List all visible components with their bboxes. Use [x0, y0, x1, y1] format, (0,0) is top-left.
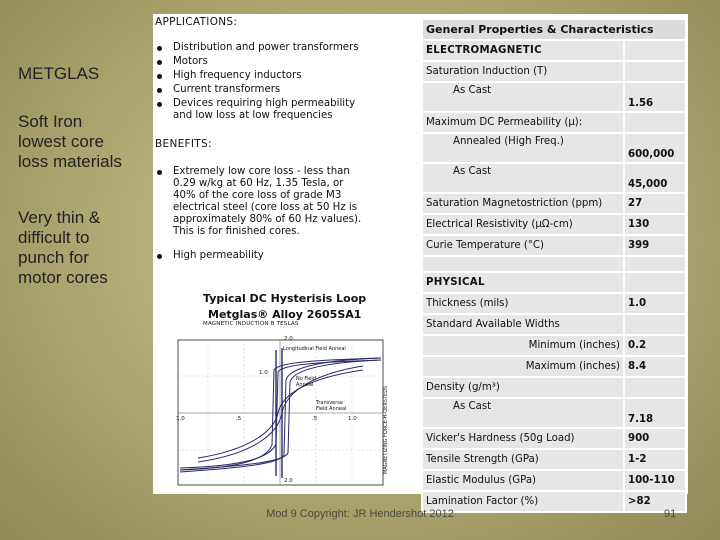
table-row — [422, 256, 686, 272]
table-row: Standard Available Widths — [422, 314, 686, 335]
datasheet-image — [153, 14, 688, 507]
tick-label: 2.0 — [284, 336, 293, 342]
list-item: Devices requiring high permeability and low loss at low frequencies — [173, 98, 355, 122]
table-row: As Cast 45,000 — [422, 163, 686, 193]
table-row: Lamination Factor (%) >82 — [422, 491, 686, 512]
table-header: General Properties & Characteristics — [422, 19, 686, 40]
list-item: Current transformers — [173, 84, 280, 96]
table-row — [422, 19, 686, 40]
hysteresis-loop-graphic — [178, 340, 383, 485]
table-row: Elastic Modulus (GPa) 100-110 — [422, 470, 686, 491]
properties-table — [421, 18, 687, 513]
table-row: Maximum DC Permeability (µ): — [422, 112, 686, 133]
table-row: As Cast 1.56 — [422, 82, 686, 112]
tick-label: .5 — [236, 416, 242, 422]
table-row: Electrical Resistivity (µΩ-cm) 130 — [422, 214, 686, 235]
page-number: 91 — [664, 508, 677, 520]
tick-label: 1.0 — [259, 370, 268, 376]
soft-iron-note: Soft Iron lowest core loss materials — [18, 112, 122, 171]
table-row: As Cast 7.18 — [422, 398, 686, 428]
list-item: Distribution and power transformers — [173, 42, 359, 54]
table-row: Thickness (mils) 1.0 — [422, 293, 686, 314]
tick-label: 2.0 — [284, 478, 293, 484]
table-row: Vicker's Hardness (50g Load) 900 — [422, 428, 686, 449]
applications-title: APPLICATIONS: — [155, 16, 238, 28]
table-row: ELECTROMAGNETIC — [422, 40, 686, 61]
hysteresis-chart — [176, 336, 383, 485]
table-row: Density (g/m³) — [422, 377, 686, 398]
benefits-title: BENEFITS: — [155, 138, 212, 150]
table-row: Saturation Induction (T) — [422, 61, 686, 82]
slide-title: METGLAS — [18, 64, 100, 83]
table-row: Curie Temperature (°C) 399 — [422, 235, 686, 256]
list-item: Motors — [173, 56, 208, 68]
table-row: Maximum (inches) 8.4 — [422, 356, 686, 377]
list-item: High frequency inductors — [173, 70, 302, 82]
thin-note: Very thin & difficult to punch for motor cores — [18, 208, 108, 287]
annotation-transverse: Transverse Field Anneal — [316, 400, 347, 412]
table-row: Minimum (inches) 0.2 — [422, 335, 686, 356]
table-row: PHYSICAL — [422, 272, 686, 293]
chart-axis-label: MAGNETIC INDUCTION B TESLAS — [203, 321, 299, 327]
chart-side-label: MAGNETIZING FORCE-H-OERSTEDS — [383, 385, 389, 474]
tick-label: 1.0 — [348, 416, 357, 422]
list-item: High permeability — [173, 250, 264, 262]
tick-label: 1.0 — [176, 416, 185, 422]
chart-title: Typical DC Hysterisis Loop — [203, 292, 367, 305]
annotation-no-field: No Field Anneal — [296, 376, 316, 388]
footer-copyright: Mod 9 Copyright: JR Hendershot 2012 — [266, 508, 454, 520]
table-row: Tensile Strength (GPa) 1-2 — [422, 449, 686, 470]
tick-label: .5 — [312, 416, 318, 422]
table-row: Saturation Magnetostriction (ppm) 27 — [422, 193, 686, 214]
table-row: Annealed (High Freq.) 600,000 — [422, 133, 686, 163]
list-item: Extremely low core loss - less than 0.29 w/kg at 60 Hz, 1.35 Tesla, or 40% of the core loss of grade M3 electrical steel (core loss at 50 Hz is approximately 80% of 60 Hz values). This is for finished cores. — [173, 166, 361, 238]
annotation-longitudinal: Longitudinal Field Anneal — [283, 346, 346, 352]
chart-subtitle: Metglas® Alloy 2605SA1 — [208, 308, 362, 321]
